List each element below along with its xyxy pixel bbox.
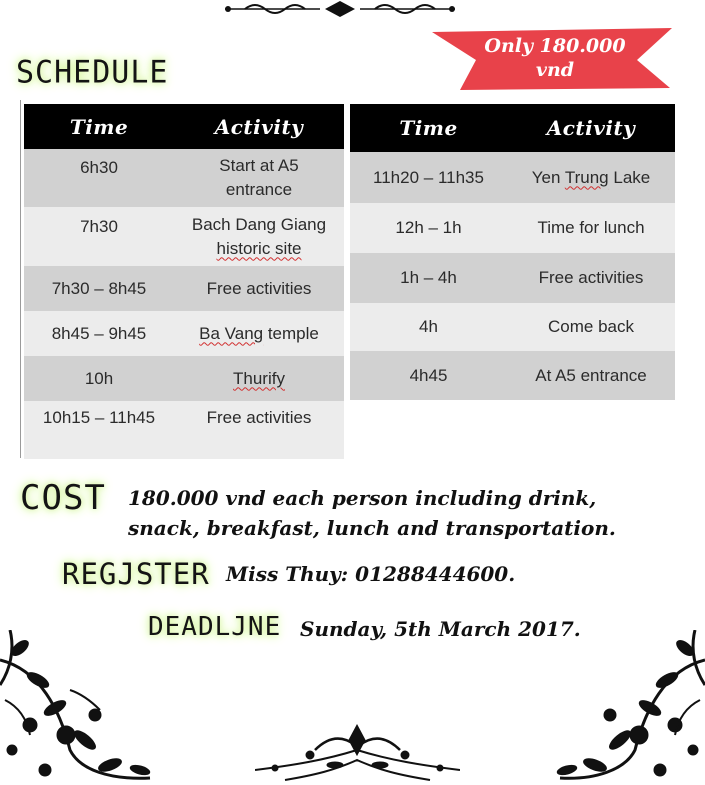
deadline-text: Sunday, 5th March 2017.: [300, 617, 581, 641]
cost-text: 180.000 vnd each person including drink, snack, breakfast, lunch and transportation.: [128, 486, 616, 540]
table-row: 4h45 At A5 entrance: [350, 351, 675, 400]
register-heading: REGJSTER: [62, 557, 210, 591]
table-row: 4h Come back: [350, 303, 675, 351]
left-floral-ornament: [0, 630, 175, 785]
right-floral-ornament: [545, 630, 705, 785]
table-row: 7h30 Bach Dang Giang historic site: [24, 207, 344, 266]
table-row: 10h Thurify: [24, 356, 344, 401]
table-row: 11h20 – 11h35 Yen Trung Lake: [350, 152, 675, 203]
table-row: 8h45 – 9h45 Ba Vang temple: [24, 311, 344, 356]
price-badge-text: Only 180.000 vnd: [484, 35, 626, 81]
schedule-table-left: [24, 104, 344, 459]
schedule-table-right: [350, 104, 675, 400]
time-header: Time: [24, 104, 174, 149]
table-row: 1h – 4h Free activities: [350, 253, 675, 303]
top-flourish-ornament: [225, 0, 455, 18]
bottom-flourish-ornament: [255, 720, 460, 785]
table-row: 12h – 1h Time for lunch: [350, 203, 675, 253]
time-header: Time: [350, 104, 507, 152]
cost-heading: COST: [20, 478, 106, 518]
table-row: 6h30 Start at A5 entrance: [24, 149, 344, 207]
schedule-heading: SCHEDULE: [16, 54, 169, 91]
activity-header: Activity: [174, 104, 344, 149]
divider-line: [20, 100, 21, 458]
activity-header: Activity: [507, 104, 675, 152]
table-row: 7h30 – 8h45 Free activities: [24, 266, 344, 311]
register-text: Miss Thuy: 01288444600.: [226, 562, 516, 586]
deadline-heading: DEADLJNE: [148, 612, 282, 642]
table-row: 10h15 – 11h45 Free activities: [24, 401, 344, 459]
